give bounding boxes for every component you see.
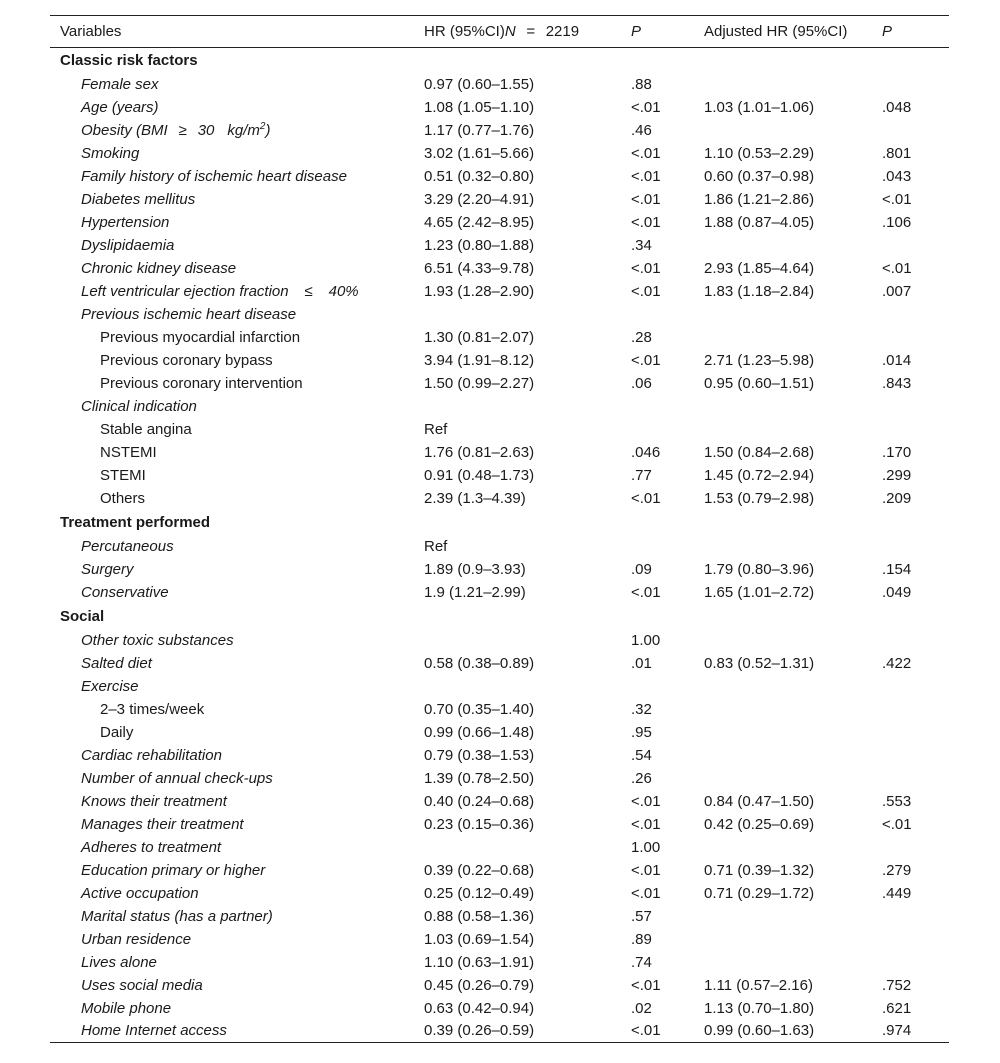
table-row [50,119,949,142]
p-value: <.01 [631,282,661,300]
obesity-label-num: 30 [197,122,215,139]
p-value: .77 [631,466,652,484]
section-title: Social [60,607,105,625]
adjusted-hr-value [697,721,874,744]
adjusted-hr-value [697,418,874,441]
table-row [50,464,949,487]
header-row [50,16,949,48]
hr-value: 2.39 (1.3–4.39) [424,489,526,507]
section-title: Classic risk factors [60,51,198,69]
table-row [50,234,949,257]
table-row [50,721,949,744]
hr-value: 1.93 (1.28–2.90) [424,282,535,300]
variable-name: Cardiac rehabilitation [81,746,222,764]
adjusted-hr-value [697,395,874,418]
table-row [50,487,949,510]
table-row [50,418,949,441]
p-value: .46 [631,121,652,139]
p-value: .32 [631,700,652,718]
table-body [50,48,949,1043]
table-row [50,211,949,234]
obesity-label-ge: ≥ [178,122,187,139]
p-value: .28 [631,328,652,346]
adjusted-hr-value: 0.95 (0.60–1.51) [704,374,815,392]
variable-name: Adheres to treatment [81,838,222,856]
adjusted-hr-value [697,535,874,558]
variable-name: Diabetes mellitus [81,190,196,208]
p-value: .89 [631,930,652,948]
table-row [50,675,949,698]
lvef-label-le: ≤ [304,282,313,300]
table-row [50,73,949,96]
hr-value: 3.02 (1.61–5.66) [424,144,535,162]
obesity-label-unit: kg/m [227,122,260,139]
hr-value: 6.51 (4.33–9.78) [424,259,535,277]
variable-name: Manages their treatment [81,815,244,833]
p-value: <.01 [631,861,661,879]
p-value: .88 [631,75,652,93]
hr-value: 1.23 (0.80–1.88) [424,236,535,254]
adjusted-p-value [874,629,949,652]
variable-name: Dyslipidaemia [81,236,175,254]
hr-value: 0.99 (0.66–1.48) [424,723,535,741]
p-value: 1.00 [631,631,661,649]
p-value [623,675,697,698]
variable-name: Clinical indication [81,397,197,415]
adjusted-hr-value: 1.10 (0.53–2.29) [704,144,815,162]
header-hr-n: N [504,23,516,40]
hr-value: 0.97 (0.60–1.55) [424,75,535,93]
variable-name: 2–3 times/week [100,700,205,718]
header-hr-prefix: HR (95%CI) [424,23,505,40]
table-row [50,905,949,928]
adjusted-p-value [874,836,949,859]
hazard-ratio-table [50,15,949,1043]
adjusted-hr-value: 1.79 (0.80–3.96) [704,560,815,578]
adjusted-p-value [874,928,949,951]
adjusted-p-value: .843 [882,374,912,392]
header-hr-n-value: 2219 [545,23,580,40]
adjusted-hr-value: 1.88 (0.87–4.05) [704,213,815,231]
p-value: 1.00 [631,838,661,856]
adjusted-p-value: .553 [882,792,912,810]
variable-name: Surgery [81,560,134,578]
hr-value: 1.76 (0.81–2.63) [424,443,535,461]
variable-name: Education primary or higher [81,861,266,879]
variable-name: Family history of ischemic heart disease [81,167,347,185]
p-value: .02 [631,999,652,1017]
hr-value: 0.51 (0.32–0.80) [424,167,535,185]
adjusted-p-value [874,767,949,790]
p-value: .34 [631,236,652,254]
variable-name: Home Internet access [50,1020,414,1043]
adjusted-hr-value: 1.03 (1.01–1.06) [704,98,815,116]
hr-value: 4.65 (2.42–8.95) [424,213,535,231]
table-row [50,441,949,464]
table-row [50,652,949,675]
p-value: .09 [631,560,652,578]
variable-name: Conservative [81,583,169,601]
p-value: .54 [631,746,652,764]
hr-value: 0.40 (0.24–0.68) [424,792,535,810]
table-row [50,629,949,652]
p-value: .06 [631,374,652,392]
hr-value: 3.29 (2.20–4.91) [424,190,535,208]
adjusted-hr-value [697,698,874,721]
adjusted-hr-value [697,951,874,974]
table-row [50,165,949,188]
hr-value [414,629,623,652]
variable-name: Previous ischemic heart disease [81,305,297,323]
adjusted-hr-value [697,629,874,652]
adjusted-p-value [874,744,949,767]
adjusted-hr-value [697,767,874,790]
variable-name: Other toxic substances [81,631,234,649]
adjusted-p-value: .449 [882,884,912,902]
adjusted-hr-value: 0.71 (0.29–1.72) [704,884,815,902]
variable-name: Salted diet [81,654,152,672]
adjusted-hr-value: 0.42 (0.25–0.69) [704,815,815,833]
hr-value [414,303,623,326]
adjusted-p-value: .154 [882,560,912,578]
table-row [50,974,949,997]
hr-value: 1.17 (0.77–1.76) [424,121,535,139]
adjusted-p-value [874,73,949,96]
hr-value: 0.58 (0.38–0.89) [424,654,535,672]
header-adjusted-hr: Adjusted HR (95%CI) [697,16,874,48]
header-adjusted-p: P [874,16,949,48]
adjusted-p-value: .043 [882,167,912,185]
p-value: .01 [631,654,652,672]
adjusted-p-value: .106 [882,213,912,231]
p-value: <.01 [631,98,661,116]
adjusted-hr-value [697,744,874,767]
hr-value [414,395,623,418]
table-row [50,142,949,165]
lvef-label-prefix: Left ventricular ejection fraction [81,282,289,300]
hr-value: 0.88 (0.58–1.36) [424,907,535,925]
variable-name: Number of annual check-ups [81,769,273,787]
section-header-row [50,510,949,535]
adjusted-hr-value: 1.11 (0.57–2.16) [704,976,813,994]
adjusted-hr-value [697,119,874,142]
lvef-label-value: 40% [328,282,359,300]
variable-name: Exercise [81,677,139,695]
hr-value: 1.9 (1.21–2.99) [424,583,526,601]
table-row [50,280,949,303]
p-value [623,303,697,326]
table-row [50,326,949,349]
adjusted-p-value: .422 [882,654,912,672]
hr-value: 0.39 (0.26–0.59) [414,1020,623,1043]
p-value: <.01 [631,351,661,369]
adjusted-p-value: .801 [882,144,912,162]
variable-name: Age (years) [81,98,159,116]
adjusted-p-value [874,698,949,721]
p-value: <.01 [631,884,661,902]
p-value: <.01 [631,583,661,601]
hr-value: Ref [424,420,448,438]
adjusted-p-value: <.01 [882,815,912,833]
variable-name: Previous myocardial infarction [100,328,301,346]
obesity-label-sup: 2 [259,121,266,132]
adjusted-hr-value: 1.86 (1.21–2.86) [704,190,815,208]
table-row [50,188,949,211]
variable-name: Lives alone [81,953,157,971]
hr-value: 0.23 (0.15–0.36) [424,815,535,833]
adjusted-p-value: .974 [874,1020,949,1043]
header-p: P [623,16,697,48]
hr-value: 0.45 (0.26–0.79) [424,976,535,994]
p-value: <.01 [631,144,661,162]
adjusted-hr-value: 1.83 (1.18–2.84) [704,282,815,300]
table-row [50,859,949,882]
p-value: .046 [631,443,661,461]
variable-name: Urban residence [81,930,192,948]
hr-value: 0.25 (0.12–0.49) [424,884,535,902]
p-value: <.01 [631,976,661,994]
table-row [50,96,949,119]
table-row [50,558,949,581]
variable-name: Daily [100,723,134,741]
hr-value: 1.89 (0.9–3.93) [424,560,526,578]
adjusted-hr-value: 0.84 (0.47–1.50) [704,792,815,810]
adjusted-hr-value [697,234,874,257]
adjusted-hr-value [697,326,874,349]
p-value: <.01 [631,489,661,507]
adjusted-hr-value: 1.50 (0.84–2.68) [704,443,815,461]
hr-value: 1.30 (0.81–2.07) [424,328,535,346]
variable-name: Previous coronary bypass [100,351,273,369]
p-value: <.01 [631,213,661,231]
adjusted-p-value: .752 [882,976,912,994]
header-variables: Variables [50,16,414,48]
adjusted-p-value: .048 [882,98,912,116]
adjusted-hr-value: 1.53 (0.79–2.98) [704,489,815,507]
table-row [50,698,949,721]
table-row [50,303,949,326]
variable-name: Smoking [81,144,140,162]
variable-name: Knows their treatment [81,792,227,810]
variable-name: Chronic kidney disease [81,259,237,277]
adjusted-hr-value [697,675,874,698]
table-row [50,372,949,395]
hr-value: 1.03 (0.69–1.54) [424,930,535,948]
hr-value: 1.10 (0.63–1.91) [424,953,535,971]
adjusted-hr-value [697,928,874,951]
adjusted-p-value: .014 [882,351,912,369]
hr-value: 1.39 (0.78–2.50) [424,769,535,787]
variable-name: Percutaneous [81,537,174,555]
variable-name: Female sex [81,75,159,93]
variable-name: Mobile phone [81,999,172,1017]
variable-name: Active occupation [81,884,199,902]
header-hr-eq: = [526,23,536,40]
table-row [50,349,949,372]
hr-value: 0.63 (0.42–0.94) [424,999,535,1017]
adjusted-p-value [874,418,949,441]
p-value: .26 [631,769,652,787]
hr-value [414,836,623,859]
adjusted-p-value: <.01 [882,259,912,277]
table-row [50,882,949,905]
header-hr [414,16,623,48]
adjusted-p-value [874,234,949,257]
variable-name [50,119,414,142]
adjusted-p-value: .621 [882,999,912,1017]
adjusted-p-value [874,721,949,744]
table-row [50,581,949,604]
adjusted-p-value [874,905,949,928]
hr-value: 0.39 (0.22–0.68) [424,861,535,879]
obesity-label-suffix: ) [265,122,271,139]
variable-name: Stable angina [100,420,192,438]
adjusted-hr-value [697,905,874,928]
table-row [50,535,949,558]
hr-value: 0.70 (0.35–1.40) [424,700,535,718]
table-row [50,928,949,951]
adjusted-p-value: .279 [882,861,912,879]
variable-name: Others [100,489,146,507]
p-value: <.01 [631,259,661,277]
hr-value [414,675,623,698]
variable-name: Uses social media [81,976,203,994]
variable-name: Marital status (has a partner) [81,907,273,925]
adjusted-hr-value: 0.71 (0.39–1.32) [704,861,815,879]
p-value: <.01 [631,190,661,208]
table-row [50,257,949,280]
table-row [50,395,949,418]
hr-value: Ref [424,537,448,555]
adjusted-p-value: .007 [882,282,912,300]
adjusted-hr-value: 2.93 (1.85–4.64) [704,259,815,277]
adjusted-hr-value: 0.60 (0.37–0.98) [704,167,815,185]
p-value: <.01 [631,815,661,833]
table-header [50,16,949,48]
variable-name [50,280,414,303]
adjusted-p-value [874,303,949,326]
p-value: <.01 [631,792,661,810]
p-value: .57 [631,907,652,925]
p-value: <.01 [623,1020,697,1043]
adjusted-p-value [874,119,949,142]
table-row [50,767,949,790]
adjusted-p-value [874,675,949,698]
table-row [50,1020,949,1043]
p-value: <.01 [631,167,661,185]
p-value [623,418,697,441]
adjusted-p-value [874,395,949,418]
table-row [50,997,949,1020]
hr-value: 0.79 (0.38–1.53) [424,746,535,764]
section-header-row [50,48,949,73]
hr-value: 0.91 (0.48–1.73) [424,466,535,484]
adjusted-hr-value: 0.83 (0.52–1.31) [704,654,815,672]
adjusted-p-value: .209 [882,489,912,507]
adjusted-p-value: .049 [882,583,912,601]
table-row [50,836,949,859]
variable-name: Previous coronary intervention [100,374,303,392]
adjusted-p-value: .299 [882,466,912,484]
p-value [623,395,697,418]
p-value: .74 [631,953,652,971]
adjusted-hr-value: 1.13 (0.70–1.80) [704,999,815,1017]
adjusted-p-value [874,326,949,349]
p-value: .95 [631,723,652,741]
table-row [50,813,949,836]
variable-name: NSTEMI [100,443,157,461]
adjusted-hr-value [697,836,874,859]
section-header-row [50,604,949,629]
adjusted-p-value [874,951,949,974]
p-value [623,535,697,558]
adjusted-p-value: .170 [882,443,912,461]
table-row [50,951,949,974]
hr-value: 1.08 (1.05–1.10) [424,98,535,116]
adjusted-hr-value [697,73,874,96]
adjusted-p-value [874,535,949,558]
table-row [50,744,949,767]
variable-name: STEMI [100,466,146,484]
obesity-label-prefix: Obesity (BMI [81,122,168,139]
hr-value: 3.94 (1.91–8.12) [424,351,535,369]
variable-name: Hypertension [81,213,170,231]
section-title: Treatment performed [60,513,211,531]
hr-value: 1.50 (0.99–2.27) [424,374,535,392]
adjusted-hr-value: 1.65 (1.01–2.72) [704,583,815,601]
adjusted-hr-value: 1.45 (0.72–2.94) [704,466,815,484]
adjusted-p-value: <.01 [882,190,912,208]
adjusted-hr-value: 0.99 (0.60–1.63) [697,1020,874,1043]
table-row [50,790,949,813]
adjusted-hr-value: 2.71 (1.23–5.98) [704,351,815,369]
adjusted-hr-value [697,303,874,326]
